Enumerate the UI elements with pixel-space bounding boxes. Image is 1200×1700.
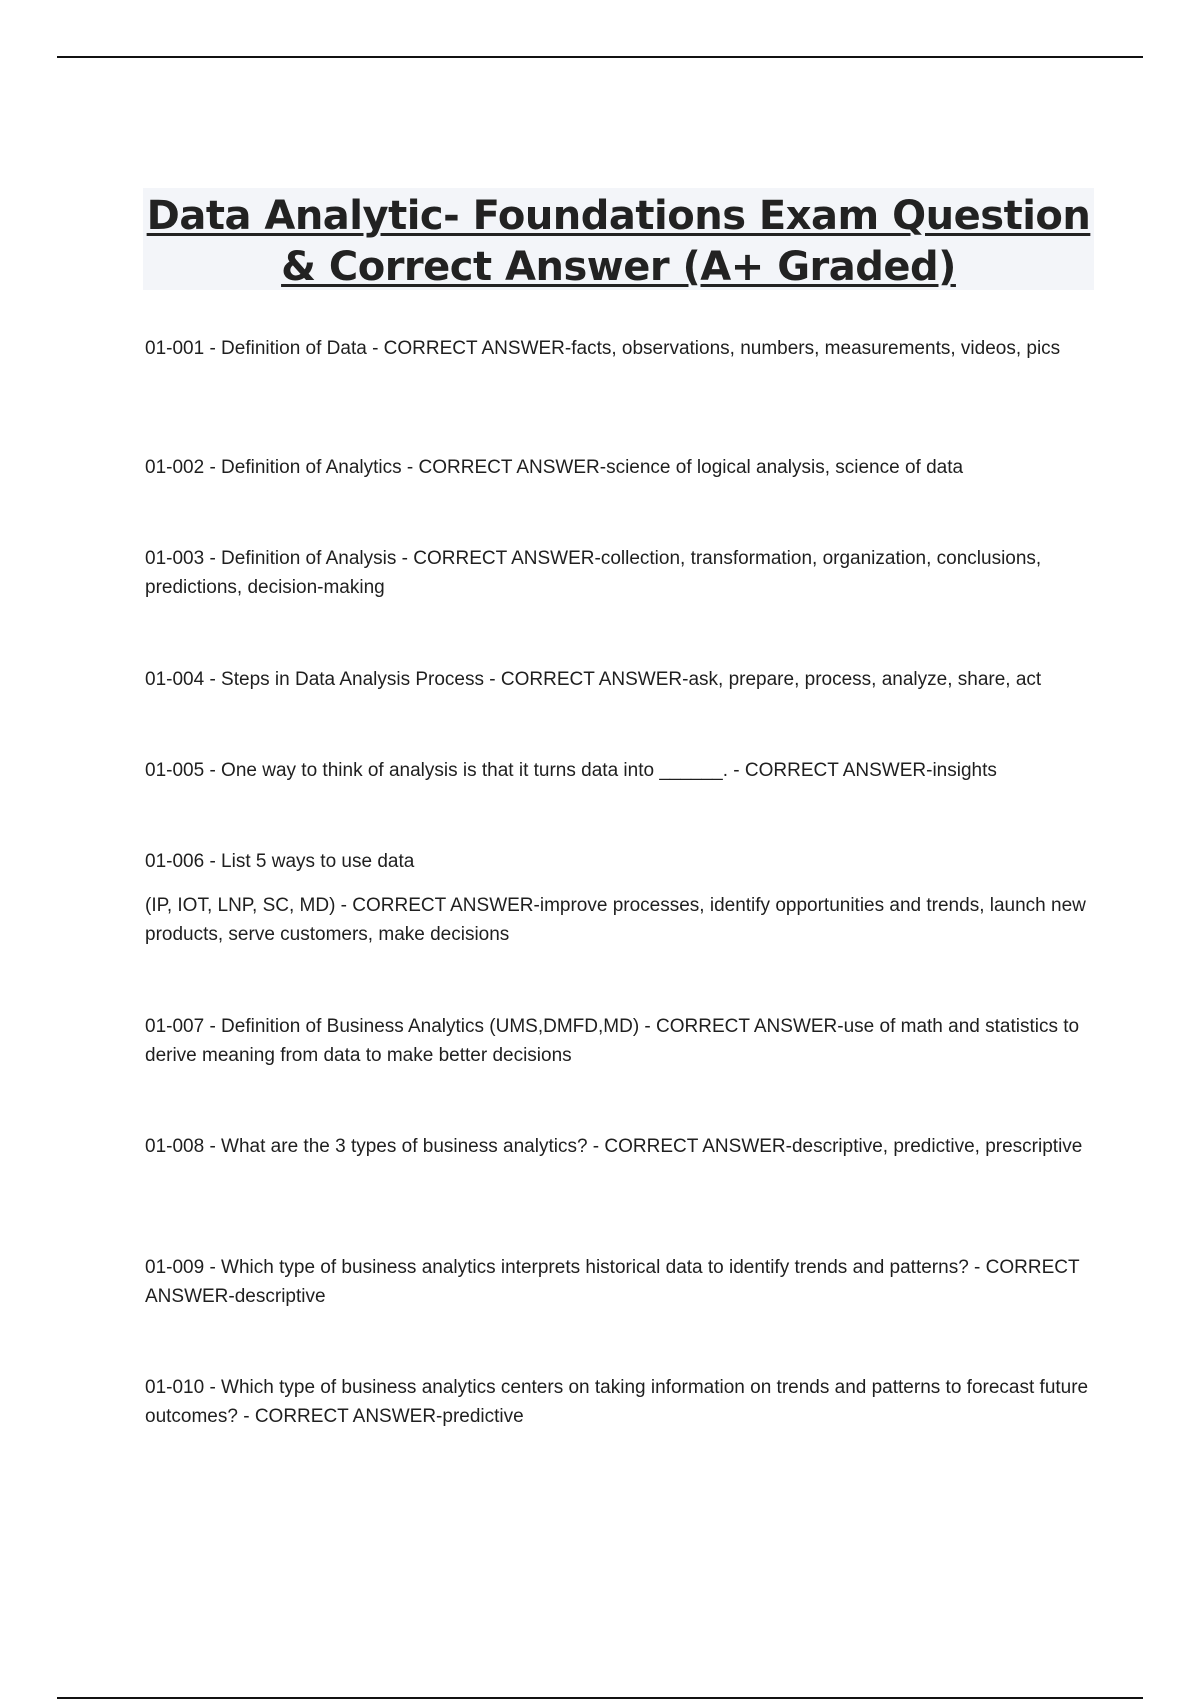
- title-line-1: Data Analytic- Foundations Exam Question: [146, 193, 1091, 239]
- question-text: 01-002 - Definition of Analytics: [145, 457, 402, 478]
- answer-text: collection, transformation, organization, conclusions, predictions, decision-making: [145, 548, 1042, 598]
- answer-marker: - CORRECT ANSWER-: [401, 457, 607, 478]
- qa-item-01-009: [145, 1253, 1095, 1311]
- footer-rule: [57, 1697, 1143, 1699]
- answer-text: science of logical analysis, science of data: [606, 457, 964, 478]
- answer-marker: - CORRECT ANSWER-: [335, 895, 540, 916]
- answer-text: use of math and statistics to derive meaning from data to make better decisions: [145, 1016, 1080, 1066]
- qa-item-01-010: [145, 1373, 1095, 1431]
- question-lead: 01-006 - List 5 ways to use data: [145, 851, 415, 872]
- answer-text: descriptive, predictive, prescriptive: [791, 1136, 1083, 1157]
- header-rule: [57, 56, 1143, 58]
- answer-text: facts, observations, numbers, measurements, videos, pics: [571, 338, 1061, 359]
- question-text: 01-005 - One way to think of analysis is that it turns data into ______.: [145, 760, 729, 781]
- qa-item-01-002: [145, 453, 1095, 482]
- qa-item-01-006: [145, 847, 1095, 949]
- answer-marker: - CORRECT ANSWER-: [484, 669, 689, 690]
- answer-text: insights: [932, 760, 997, 781]
- answer-marker: - CORRECT ANSWER-: [145, 1257, 1080, 1307]
- answer-marker: - CORRECT ANSWER-: [639, 1016, 844, 1037]
- qa-item-01-005: [145, 756, 1095, 785]
- question-text: 01-003 - Definition of Analysis: [145, 548, 397, 569]
- qa-item-01-008: [145, 1132, 1095, 1161]
- title-line-2: & Correct Answer (A+ Graded): [281, 244, 956, 290]
- answer-text: descriptive: [234, 1286, 326, 1307]
- answer-marker: - CORRECT ANSWER-: [366, 338, 572, 359]
- answer-text: predictive: [442, 1406, 524, 1427]
- qa-item-01-003: [145, 544, 1095, 602]
- answer-text: ask, prepare, process, analyze, share, act: [688, 669, 1042, 690]
- question-text: 01-010 - Which type of business analytics centers on taking information on trends and patterns to forecast future outcomes?: [145, 1377, 1089, 1427]
- question-text: 01-004 - Steps in Data Analysis Process: [145, 669, 485, 690]
- answer-text: improve processes, identify opportunities and trends, launch new products, serve customers, make decisions: [145, 895, 1086, 945]
- answer-marker: - CORRECT ANSWER-: [396, 548, 601, 569]
- qa-item-01-004: [145, 665, 1095, 694]
- document-title: [143, 188, 1094, 290]
- answer-marker: - CORRECT ANSWER-: [587, 1136, 792, 1157]
- answer-marker: - CORRECT ANSWER-: [237, 1406, 443, 1427]
- answer-marker: - CORRECT ANSWER-: [728, 760, 933, 781]
- question-text: 01-001 - Definition of Data: [145, 338, 367, 359]
- question-text: 01-008 - What are the 3 types of business analytics?: [145, 1136, 588, 1157]
- question-text: 01-009 - Which type of business analytics interprets historical data to identify trends and patterns?: [145, 1257, 969, 1278]
- qa-item-01-007: [145, 1012, 1095, 1070]
- question-text: (IP, IOT, LNP, SC, MD): [145, 895, 336, 916]
- qa-item-01-001: [145, 334, 1095, 363]
- question-text: 01-007 - Definition of Business Analytics (UMS,DMFD,MD): [145, 1016, 640, 1037]
